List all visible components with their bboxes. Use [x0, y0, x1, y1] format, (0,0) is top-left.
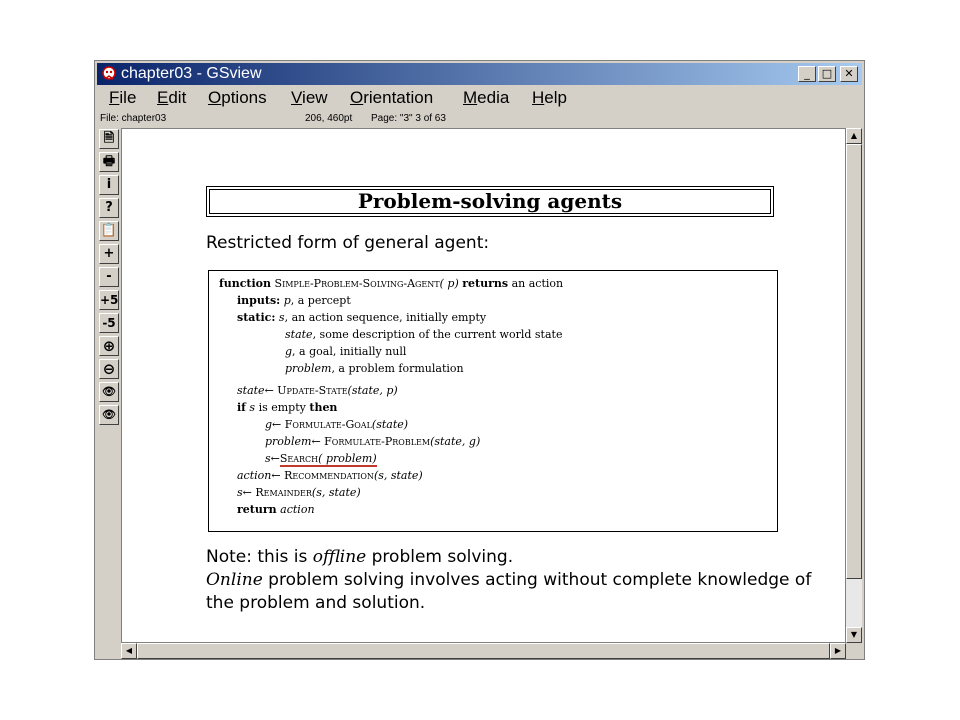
menu-help[interactable]: Help	[532, 88, 567, 107]
algo-line-1: function Simple-Problem-Solving-Agent( p) returns an action	[219, 277, 564, 290]
algo-line-5: g, a goal, initially null	[285, 345, 407, 358]
algo-line-8: if s is empty then	[237, 401, 338, 414]
view-options-icon[interactable]: 👁	[99, 405, 119, 425]
open-file-icon[interactable]: 🗎	[99, 129, 119, 149]
title-bar[interactable]	[97, 63, 862, 85]
scroll-right-button[interactable]: ▶	[830, 643, 846, 659]
algo-line-11: s←Search( problem)	[265, 452, 377, 465]
horizontal-scroll-thumb[interactable]	[137, 643, 830, 659]
algo-line-14: return action	[237, 503, 315, 516]
menu-file[interactable]: File	[109, 88, 137, 107]
algo-line-7: state← Update-State(state, p)	[237, 384, 398, 397]
status-coords: 206, 460pt	[305, 113, 353, 124]
scroll-left-button[interactable]: ◀	[121, 643, 137, 659]
menu-edit[interactable]: Edit	[157, 88, 187, 107]
close-button[interactable]: ✕	[840, 66, 858, 82]
status-page: Page: "3" 3 of 63	[371, 113, 446, 124]
algorithm-box	[208, 270, 778, 532]
goto-page-icon[interactable]: 📋	[99, 221, 119, 241]
vertical-scroll-thumb[interactable]	[846, 144, 862, 579]
status-bar	[97, 111, 862, 127]
back-5-pages-icon[interactable]: -5	[99, 313, 119, 333]
status-file: File: chapter03	[100, 113, 167, 124]
slide-title: Problem-solving agents	[209, 189, 771, 214]
slide-title-frame	[206, 186, 774, 217]
search-call-highlight: Search( problem)	[279, 452, 377, 465]
horizontal-scrollbar[interactable]	[121, 643, 846, 659]
menu-bar	[97, 86, 862, 110]
algo-line-2: inputs: p, a percept	[237, 294, 351, 307]
window-title: chapter03 - GSview	[121, 65, 262, 82]
algo-line-3: static: s, an action sequence, initially empty	[237, 311, 487, 324]
algo-line-12: action← Recommendation(s, state)	[237, 469, 423, 482]
left-toolbar	[97, 129, 121, 429]
vertical-scrollbar[interactable]	[846, 128, 862, 643]
maximize-button[interactable]: □	[818, 66, 836, 82]
scroll-down-button[interactable]: ▼	[846, 627, 862, 643]
menu-view[interactable]: View	[291, 88, 328, 107]
menu-options[interactable]: Options	[208, 88, 267, 107]
info-icon[interactable]: i	[99, 175, 119, 195]
next-page-icon[interactable]: +	[99, 244, 119, 264]
note-line-2: Online problem solving involves acting without complete knowledge of	[206, 570, 812, 590]
view-text-icon[interactable]: 👁	[99, 382, 119, 402]
scroll-up-button[interactable]: ▲	[846, 128, 862, 144]
note-line-3: the problem and solution.	[206, 593, 426, 613]
document-viewport[interactable]	[121, 128, 846, 643]
resize-grip[interactable]	[846, 643, 862, 659]
algo-line-4: state, some description of the current world state	[285, 328, 563, 341]
prev-page-icon[interactable]: -	[99, 267, 119, 287]
note-line-1: Note: this is offline problem solving.	[206, 547, 514, 567]
print-icon[interactable]: 🖶	[99, 152, 119, 172]
menu-orientation[interactable]: Orientation	[350, 88, 434, 107]
gsview-window	[94, 60, 865, 660]
menu-media[interactable]: Media	[463, 88, 510, 107]
gsview-app-icon[interactable]	[101, 66, 117, 82]
algo-line-6: problem, a problem formulation	[285, 362, 464, 375]
algo-line-10: problem← Formulate-Problem(state, g)	[265, 435, 481, 448]
algo-line-13: s← Remainder(s, state)	[237, 486, 361, 499]
algo-line-9: g← Formulate-Goal(state)	[265, 418, 409, 431]
forward-5-pages-icon[interactable]: +5	[99, 290, 119, 310]
zoom-out-icon[interactable]: ⊖	[99, 359, 119, 379]
help-icon[interactable]: ?	[99, 198, 119, 218]
zoom-in-icon[interactable]: ⊕	[99, 336, 119, 356]
slide-intro-text: Restricted form of general agent:	[206, 233, 490, 253]
minimize-button[interactable]: _	[798, 66, 816, 82]
